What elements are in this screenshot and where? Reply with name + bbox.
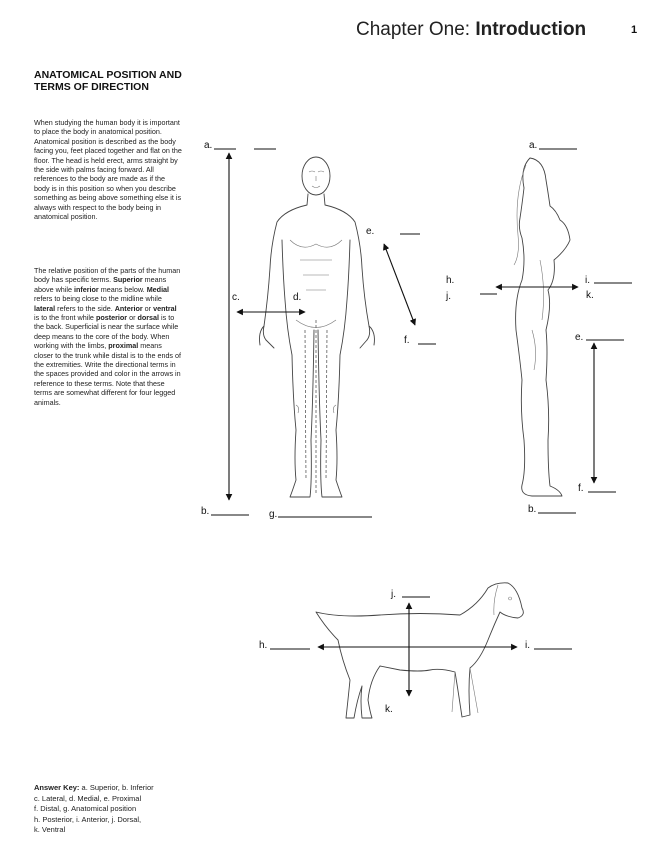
answer-key-line: f. Distal, g. Anatomical position: [34, 804, 137, 813]
term-dorsal: dorsal: [137, 313, 160, 323]
label-g-front: g.: [269, 509, 278, 520]
text-run: means below.: [98, 284, 147, 294]
section-heading: ANATOMICAL POSITION AND TERMS OF DIRECTION: [34, 69, 182, 93]
label-k-side: k.: [586, 290, 594, 301]
label-a-front: a.: [204, 140, 213, 151]
term-anterior: Anterior: [114, 303, 143, 313]
answer-key-line: k. Ventral: [34, 825, 66, 834]
side-human-figure: [514, 158, 570, 496]
text-run: or: [142, 303, 154, 313]
label-b-side: b.: [528, 504, 537, 515]
answer-key-line: c. Lateral, d. Medial, e. Proximal: [34, 793, 142, 803]
label-h-side: h.: [446, 275, 455, 286]
chapter-name: Introduction: [475, 19, 587, 40]
label-k-dog: k.: [385, 704, 393, 715]
answer-key-line: h. Posterior, i. Anterior, j. Dorsal,: [34, 814, 142, 824]
text-run: The relative position of the parts of the human body has specific terms.: [34, 266, 181, 285]
label-h-dog: h.: [259, 640, 268, 651]
paragraph-anatomical-position: When studying the human body it is important to place the body in anatomical position. Anatomical position is described as the body facing you, feet placed together and flat on the floor. The head is held erect, arms straight by the side with palms facing forward. All references to the body are made as if the body is in this position so when you describe something as being above something else it is always with respect to the body being in anatomical position.: [34, 118, 182, 222]
answer-key: [34, 783, 254, 836]
text-run: refers to being close to the midline while: [34, 294, 162, 304]
text-run: is to the back. Superficial is near the surface while deep means to the core of the body. When working with the limbs,: [34, 313, 179, 351]
label-i-dog: i.: [525, 640, 530, 651]
term-posterior: posterior: [95, 313, 128, 323]
label-i-side: i.: [585, 275, 590, 286]
front-human-figure: [260, 157, 375, 497]
answer-key-line: [34, 783, 254, 794]
term-superior: Superior: [113, 275, 143, 285]
text-run: refers to the side.: [55, 303, 115, 313]
label-d-front: d.: [293, 292, 302, 303]
label-b-front: b.: [201, 506, 210, 517]
text-run: or: [127, 313, 138, 323]
term-medial: Medial: [146, 284, 170, 294]
text-run: means closer to the trunk while distal is to the ends of the extremities. Write the directional terms in the spaces provided and color in the arrows in reference to these terms. Note that these terms are somewhat different for four legged animals.: [34, 341, 182, 407]
text-run: is to the front while: [34, 313, 96, 323]
label-e-side: e.: [575, 332, 584, 343]
label-c-front: c.: [232, 292, 240, 303]
term-inferior: inferior: [73, 284, 99, 294]
label-a-side: a.: [529, 140, 538, 151]
label-j-side: j.: [446, 291, 451, 302]
label-e-front: e.: [366, 226, 375, 237]
term-proximal: proximal: [108, 341, 139, 351]
term-lateral: lateral: [34, 303, 56, 313]
label-j-dog: j.: [391, 589, 396, 600]
answer-key-title: Answer Key:: [34, 783, 80, 792]
term-ventral: ventral: [153, 303, 177, 313]
label-f-front: f.: [404, 335, 410, 346]
dog-figure: [316, 583, 523, 718]
label-f-side: f.: [578, 483, 584, 494]
proximal-distal-arrow: [384, 244, 415, 325]
text-run: means above while: [34, 275, 167, 294]
answer-key-text: a. Superior, b. Inferior: [79, 783, 154, 792]
page-number: 1: [631, 24, 638, 36]
chapter-prefix: Chapter One:: [356, 19, 476, 40]
